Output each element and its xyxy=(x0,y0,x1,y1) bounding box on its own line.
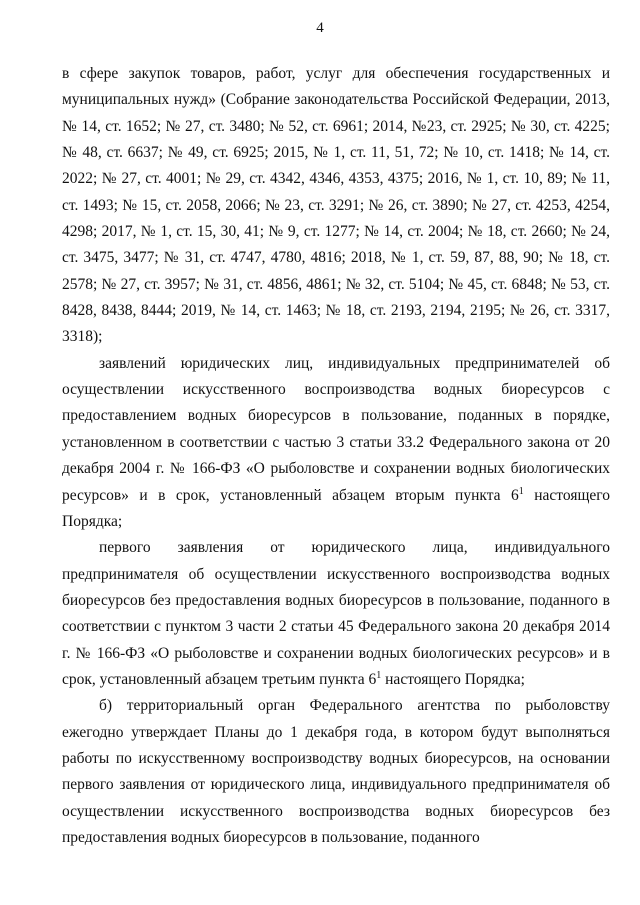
paragraph-first-application-tail: настоящего Порядка; xyxy=(381,670,525,688)
superscript: 1 xyxy=(376,669,382,681)
superscript: 1 xyxy=(518,485,524,497)
paragraph-first-application xyxy=(62,535,610,693)
paragraph-applications-tail: настоящего Порядка; xyxy=(62,486,610,530)
document-body xyxy=(62,61,610,851)
paragraph-applications-text: заявлений юридических лиц, индивидуальных предпринимателей об осуществлении искусственного воспроизводства водных биоресурсов с предоставлением водных биоресурсов в пользование, поданных в порядке, установленном в соответствии с частью 3 статьи 33.2 Федерального закона от 20 декабря 2004 г. № 166-ФЗ «О рыболовстве и сохранении водных биологических ресурсов» и в срок, установленный абзацем вторым пункта 6 xyxy=(62,354,610,504)
paragraph-territorial-body: б) территориальный орган Федерального агентства по рыболовству ежегодно утверждает Планы до 1 декабря года, в котором будут выполняться работы по искусственному воспроизводству водных биоресурсов, на основании первого заявления от юридического лица, индивидуального предпринимателя об осуществлении искусственного воспроизводства водных биоресурсов без предоставления водных биоресурсов в пользование, поданного xyxy=(62,697,610,846)
page-number: 4 xyxy=(316,20,324,36)
paragraph-citations: в сфере закупок товаров, работ, услуг для обеспечения государственных и муниципальных нужд» (Собрание законодательства Российской Федерации, 2013, № 14, ст. 1652; № 27, ст. 3480; № 52, ст. 6961; 2014, №23, ст. 2925; № 30, ст. 4225; № 48, ст. 6637; № 49, ст. 6925; 2015, № 1, ст. 11, 51, 72; № 10, ст. 1418; № 14, ст. 2022; № 27, ст. 4001; № 29, ст. 4342, 4346, 4353, 4375; 2016, № 1, ст. 10, 89; № 11, ст. 1493; № 15, ст. 2058, 2066; № 23, ст. 3291; № 26, ст. 3890; № 27, ст. 4253, 4254, 4298; 2017, № 1, ст. 15, 30, 41; № 9, ст. 1277; № 14, ст. 2004; № 18, ст. 2660; № 24, ст. 3475, 3477; № 31, ст. 4747, 4780, 4816; 2018, № 1, ст. 59, 87, 88, 90; № 18, ст. 2578; № 27, ст. 3957; № 31, ст. 4856, 4861; № 32, ст. 5104; № 45, ст. 6848; № 53, ст. 8428, 8438, 8444; 2019, № 14, ст. 1463; № 18, ст. 2193, 2194, 2195; № 26, ст. 3317, 3318); xyxy=(62,65,610,346)
paragraph-applications xyxy=(62,351,610,535)
paragraph-first-application-text: первого заявления от юридического лица, индивидуального предпринимателя об осуществлении искусственного воспроизводства водных биоресурсов без предоставления водных биоресурсов в пользование, поданного в соответствии с пунктом 3 части 2 статьи 45 Федерального закона 20 декабря 2014 г. № 166-ФЗ «О рыболовстве и сохранении водных биологических ресурсов» и в срок, установленный абзацем третьим пункта 6 xyxy=(62,539,610,688)
